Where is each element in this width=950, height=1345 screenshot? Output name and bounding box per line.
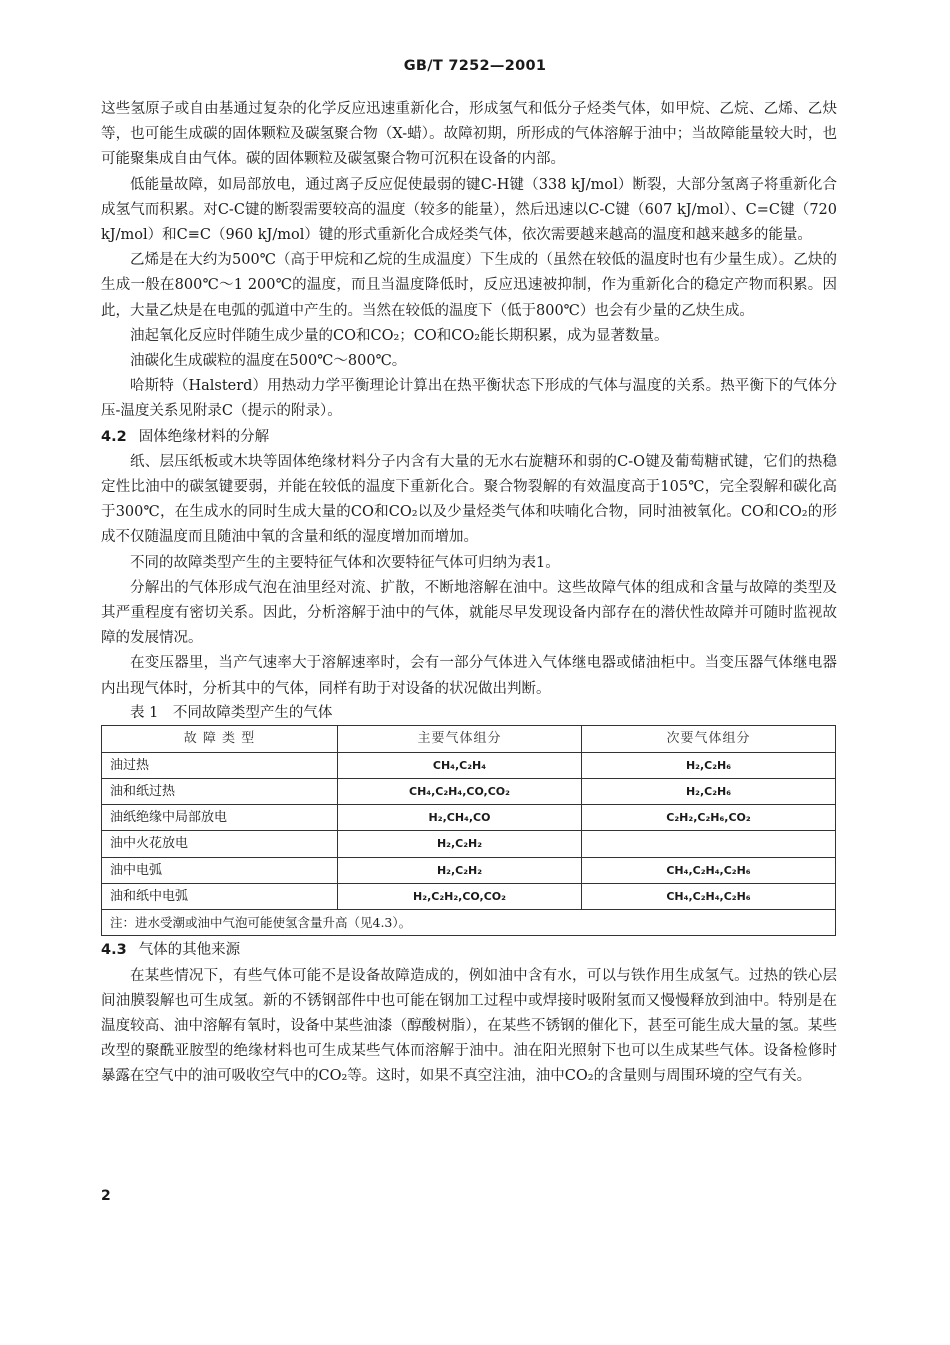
- paragraph: 在变压器里，当产气速率大于溶解速率时，会有一部分气体进入气体继电器或储油柜中。当变压器气体继电器内出现气体时，分析其中的气体，同样有助于对设备的状况做出判断。: [101, 655, 837, 697]
- section-heading-4-3: [101, 938, 837, 963]
- section-title: 固体绝缘材料的分解: [138, 428, 270, 445]
- table-row: [102, 857, 836, 883]
- main-gas-cell: H₂,C₂H₂,CO,CO₂: [338, 883, 582, 909]
- paragraph: 分解出的气体形成气泡在油里经对流、扩散，不断地溶解在油中。这些故障气体的组成和含量与故障的类型及其严重程度有密切关系。因此，分析溶解于油中的气体，就能尽早发现设备内部存在的潜伏性故障并可随时监视故障的发展情况。: [101, 579, 837, 647]
- paragraph: 这些氢原子或自由基通过复杂的化学反应迅速重新化合，形成氢气和低分子烃类气体，如甲烷、乙烷、乙烯、乙炔等，也可能生成碳的固体颗粒及碳氢聚合物（X-蜡）。故障初期，所形成的气体溶解于油中；当故障能量较大时，也可能聚集成自由气体。碳的固体颗粒及碳氢聚合物可沉积在设备的内部。: [101, 101, 837, 168]
- fault-type-cell: 油和纸中电弧: [102, 883, 338, 909]
- paragraph: 不同的故障类型产生的主要特征气体和次要特征气体可归纳为表1。: [130, 554, 560, 571]
- section-number: 4.2: [101, 428, 127, 445]
- fault-type-cell: 油和纸过热: [102, 779, 338, 805]
- secondary-gas-cell: C₂H₂,C₂H₆,CO₂: [582, 805, 836, 831]
- table-note-row: [102, 910, 836, 936]
- paragraph: 纸、层压纸板或木块等固体绝缘材料分子内含有大量的无水右旋糖环和弱的C-O键及葡萄糖甙键，它们的热稳定性比油中的碳氢键要弱，并能在较低的温度下重新化合。聚合物裂解的有效温度高于105℃，完全裂解和碳化高于300℃，在生成水的同时生成大量的CO和CO₂以及少量烃类气体和呋喃化合物，同时油被氧化。CO和CO₂的形成不仅随温度而且随油中氧的含量和纸的湿度增加而增加。: [101, 453, 837, 546]
- paragraph: 哈斯特（Halsterd）用热动力学平衡理论计算出在热平衡状态下形成的气体与温度的关系。热平衡下的气体分压-温度关系见附录C（提示的附录）。: [101, 378, 837, 420]
- header-main-gas: 主要气体组分: [338, 725, 582, 752]
- table-row: [102, 779, 836, 805]
- standard-code-header: GB/T 7252—2001: [403, 58, 547, 74]
- main-gas-cell: CH₄,C₂H₄,CO,CO₂: [338, 779, 582, 805]
- secondary-gas-cell: H₂,C₂H₆: [582, 752, 836, 778]
- secondary-gas-cell: [582, 831, 836, 857]
- fault-type-cell: 油过热: [102, 752, 338, 778]
- fault-gas-table: [101, 725, 836, 936]
- fault-type-cell: 油中电弧: [102, 857, 338, 883]
- table-note: 注：进水受潮或油中气泡可能使氢含量升高（见4.3）。: [102, 910, 836, 936]
- section-number: 4.3: [101, 942, 127, 959]
- table-header-row: [102, 725, 836, 752]
- secondary-gas-cell: CH₄,C₂H₄,C₂H₆: [582, 857, 836, 883]
- page-number: 2: [101, 1188, 111, 1204]
- paragraph: 在某些情况下，有些气体可能不是设备故障造成的，例如油中含有水，可以与铁作用生成氢气。过热的铁心层间油膜裂解也可生成氢。新的不锈钢部件中也可能在钢加工过程中或焊接时吸附氢而又慢慢释放到油中。特别是在温度较高、油中溶解有氧时，设备中某些油漆（醇酸树脂），在某些不锈钢的催化下，甚至可能生成大量的氢。某些改型的聚酰亚胺型的绝缘材料也可生成某些气体而溶解于油中。油在阳光照射下也可以生成某些气体。设备检修时暴露在空气中的油可吸收空气中的CO₂等。这时，如果不真空注油，油中CO₂的含量则与周围环境的空气有关。: [101, 967, 837, 1085]
- table-row: [102, 752, 836, 778]
- table-row: [102, 831, 836, 857]
- main-gas-cell: CH₄,C₂H₄: [338, 752, 582, 778]
- table-row: [102, 805, 836, 831]
- document-body: [101, 97, 837, 1090]
- section-heading-4-2: [101, 425, 837, 450]
- section-title: 气体的其他来源: [138, 942, 241, 959]
- secondary-gas-cell: CH₄,C₂H₄,C₂H₆: [582, 883, 836, 909]
- paragraph: 油起氧化反应时伴随生成少量的CO和CO₂；CO和CO₂能长期积累，成为显著数量。: [130, 327, 669, 344]
- fault-type-cell: 油纸绝缘中局部放电: [102, 805, 338, 831]
- main-gas-cell: H₂,C₂H₂: [338, 831, 582, 857]
- main-gas-cell: H₂,C₂H₂: [338, 857, 582, 883]
- main-gas-cell: H₂,CH₄,CO: [338, 805, 582, 831]
- table-row: [102, 883, 836, 909]
- paragraph: 油碳化生成碳粒的温度在500℃～800℃。: [130, 353, 407, 370]
- table-caption: 表 1 不同故障类型产生的气体: [130, 704, 333, 721]
- paragraph: 低能量故障，如局部放电，通过离子反应促使最弱的键C-H键（338 kJ/mol）断裂，大部分氢离子将重新化合成氢气而积累。对C-C键的断裂需要较高的温度（较多的能量），然后迅速以C-C键（607 kJ/mol）、C=C键（720 kJ/mol）和C≡C（960 kJ/mol）键的形式重新化合成烃类气体，依次需要越来越高的温度和越来越多的能量。: [101, 176, 837, 244]
- header-fault-type: 故 障 类 型: [102, 725, 338, 752]
- paragraph: 乙烯是在大约为500℃（高于甲烷和乙烷的生成温度）下生成的（虽然在较低的温度时也有少量生成）。乙炔的生成一般在800℃～1 200℃的温度，而且当温度降低时，反应迅速被抑制，作为重新化合的稳定产物而积累。因此，大量乙炔是在电弧的弧道中产生的。当然在较低的温度下（低于800℃）也会有少量的乙炔生成。: [101, 252, 837, 319]
- secondary-gas-cell: H₂,C₂H₆: [582, 779, 836, 805]
- header-secondary-gas: 次要气体组分: [582, 725, 836, 752]
- fault-type-cell: 油中火花放电: [102, 831, 338, 857]
